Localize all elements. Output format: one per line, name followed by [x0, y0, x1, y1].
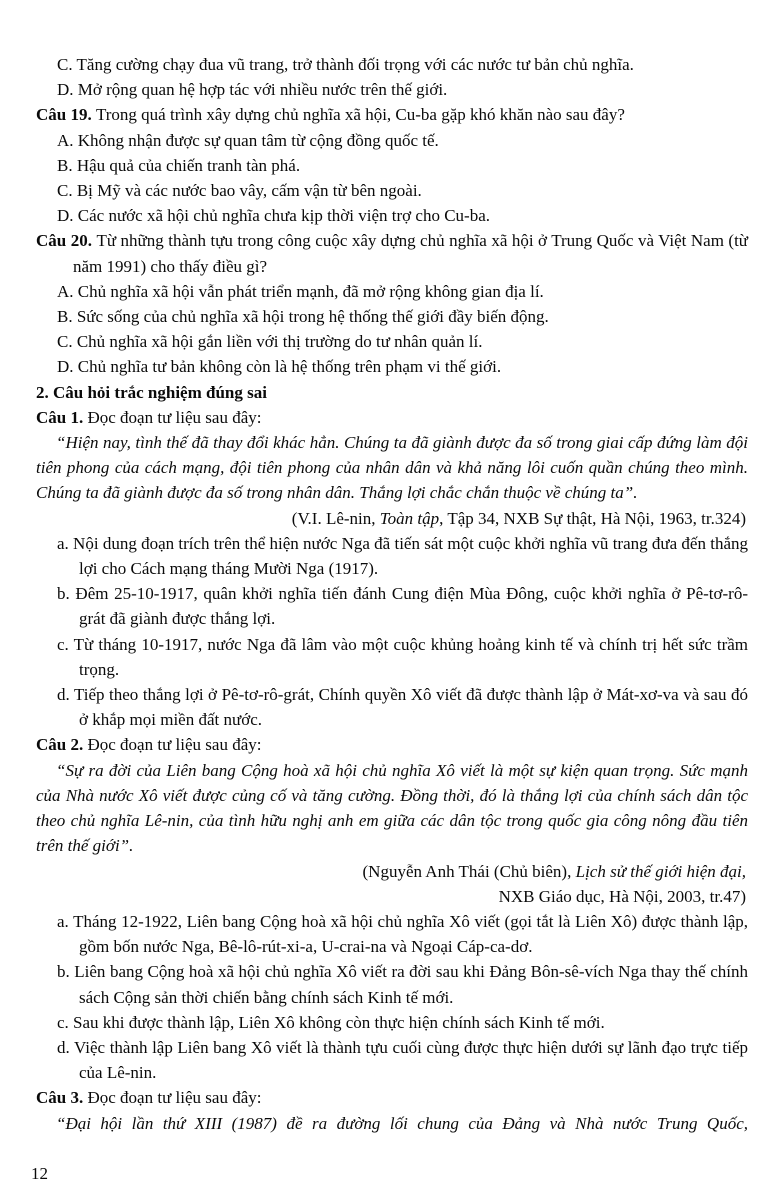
option: [36, 279, 748, 304]
question: [36, 228, 748, 278]
option: [36, 178, 748, 203]
page-number: 12: [31, 1163, 48, 1183]
text-segment: , Tập 34, NXB Sự thật, Hà Nội, 1963, tr.324): [439, 508, 746, 528]
question: [36, 1085, 748, 1110]
quote: [36, 430, 748, 506]
text-segment: a. Nội dung đoạn trích trên thể hiện nước Nga đã tiến sát một cuộc khởi nghĩa vũ trang đưa đến thắng lợi cho Cách mạng tháng Mười Nga (1917).: [57, 533, 748, 579]
statement: [36, 1035, 748, 1085]
text-segment: Câu 2.: [36, 735, 88, 755]
text-segment: (Nguyễn Anh Thái (Chủ biên),: [362, 861, 576, 881]
text-segment: Đọc đoạn tư liệu sau đây:: [87, 735, 262, 755]
option: [36, 153, 748, 178]
text-segment: Câu 1.: [36, 407, 88, 427]
text-segment: “Hiện nay, tình thế đã thay đổi khác hẳn. Chúng ta đã giành được đa số trong giai cấp đứng làm đội tiên phong của cách mạng, đội tiên phong của nhân dân và khả năng lôi cuốn quần chúng theo mình. Chúng ta đã giành được đa số trong nhân dân. Thắng lợi chắc chắn thuộc về chúng ta”.: [36, 433, 748, 503]
text-segment: Câu 3.: [36, 1088, 88, 1108]
text-segment: Đọc đoạn tư liệu sau đây:: [87, 1088, 262, 1108]
statement: [36, 959, 748, 1009]
text-segment: Lịch sử thế giới hiện đại,: [575, 861, 746, 881]
citation: [36, 859, 748, 884]
heading: [36, 380, 748, 405]
text-segment: NXB Giáo dục, Hà Nội, 2003, tr.47): [498, 886, 746, 906]
question: [36, 102, 748, 127]
text-segment: b. Đêm 25-10-1917, quân khởi nghĩa tiến đánh Cung điện Mùa Đông, cuộc khởi nghĩa ở Pê-tơ-rô-grát đã giành được thắng lợi.: [57, 584, 748, 629]
statement: [36, 581, 748, 631]
option: [36, 77, 748, 102]
text-segment: b. Liên bang Cộng hoà xã hội chủ nghĩa Xô viết ra đời sau khi Đảng Bôn-sê-vích Nga thay thế chính sách Cộng sản thời chiến bằng chính sách Kinh tế mới.: [57, 962, 748, 1007]
question: [36, 405, 748, 430]
text-segment: c. Sau khi được thành lập, Liên Xô không còn thực hiện chính sách Kinh tế mới.: [57, 1012, 605, 1032]
text-segment: Trong quá trình xây dựng chủ nghĩa xã hội, Cu-ba gặp khó khăn nào sau đây?: [95, 105, 625, 125]
text-segment: c. Từ tháng 10-1917, nước Nga đã lâm vào một cuộc khủng hoảng kinh tế và chính trị hết sức trầm trọng.: [57, 634, 748, 679]
text-segment: B. Hậu quả của chiến tranh tàn phá.: [57, 155, 301, 175]
text-segment: d. Tiếp theo thắng lợi ở Pê-tơ-rô-grát, Chính quyền Xô viết đã được thành lập ở Mát-xơ-va và sau đó ở khắp mọi miền đất nước.: [57, 685, 748, 730]
text-segment: (V.I. Lê-nin,: [291, 508, 380, 528]
citation: [36, 884, 748, 909]
option: [36, 52, 748, 77]
text-segment: Đọc đoạn tư liệu sau đây:: [87, 407, 262, 427]
statement: [36, 632, 748, 682]
text-segment: a. Tháng 12-1922, Liên bang Cộng hoà xã hội chủ nghĩa Xô viết (gọi tắt là Liên Xô) được thành lập, gồm bốn nước Nga, Bê-lô-rút-xi-a, U-crai-na và Ngoại Cáp-ca-dơ.: [57, 911, 748, 957]
option: [36, 128, 748, 153]
text-segment: A. Không nhận được sự quan tâm từ cộng đồng quốc tế.: [57, 130, 439, 150]
option: [36, 354, 748, 379]
text-segment: 2. Câu hỏi trắc nghiệm đúng sai: [36, 382, 267, 402]
statement: [36, 531, 748, 581]
text-segment: B. Sức sống của chủ nghĩa xã hội trong hệ thống thế giới đầy biến động.: [57, 307, 549, 327]
statement: [36, 1010, 748, 1035]
quote: [36, 758, 748, 859]
text-segment: Câu 19.: [36, 105, 96, 125]
text-segment: D. Chủ nghĩa tư bản không còn là hệ thống trên phạm vi thế giới.: [57, 357, 502, 377]
question: [36, 732, 748, 757]
quote-cut: [36, 1111, 748, 1136]
text-segment: A. Chủ nghĩa xã hội vẫn phát triển mạnh, đã mở rộng không gian địa lí.: [57, 281, 544, 301]
text-segment: “Sự ra đời của Liên bang Cộng hoà xã hội chủ nghĩa Xô viết là một sự kiện quan trọng. Sức mạnh của Nhà nước Xô viết được củng cố và tăng cường. Đồng thời, đó là thắng lợi của chính sách dân tộc theo chủ nghĩa Lê-nin, của tình hữu nghị anh em giữa các dân tộc trong quốc gia công nông đầu tiên trên thế giới”.: [36, 760, 748, 856]
text-segment: Từ những thành tựu trong công cuộc xây dựng chủ nghĩa xã hội ở Trung Quốc và Việt Nam (từ năm 1991) cho thấy điều gì?: [73, 231, 749, 276]
text-segment: D. Các nước xã hội chủ nghĩa chưa kịp thời viện trợ cho Cu-ba.: [57, 206, 490, 226]
option: [36, 304, 748, 329]
option: [36, 203, 748, 228]
text-segment: C. Chủ nghĩa xã hội gắn liền với thị trường do tư nhân quản lí.: [57, 332, 483, 352]
text-segment: C. Tăng cường chạy đua vũ trang, trở thành đối trọng với các nước tư bản chủ nghĩa.: [57, 55, 634, 74]
text-segment: “Đại hội lần thứ XIII (1987) đề ra đường lối chung của Đảng và Nhà nước Trung Quốc,: [56, 1113, 748, 1133]
text-segment: D. Mở rộng quan hệ hợp tác với nhiều nước trên thế giới.: [57, 80, 448, 100]
option: [36, 329, 748, 354]
text-segment: Câu 20.: [36, 231, 97, 251]
citation: [36, 506, 748, 531]
text-segment: d. Việc thành lập Liên bang Xô viết là thành tựu cuối cùng được thực hiện dưới sự lãnh đạo trực tiếp của Lê-nin.: [57, 1037, 748, 1083]
statement: [36, 682, 748, 732]
text-segment: Toàn tập: [379, 508, 440, 528]
text-segment: C. Bị Mỹ và các nước bao vây, cấm vận từ bên ngoài.: [57, 181, 422, 201]
statement: [36, 909, 748, 959]
